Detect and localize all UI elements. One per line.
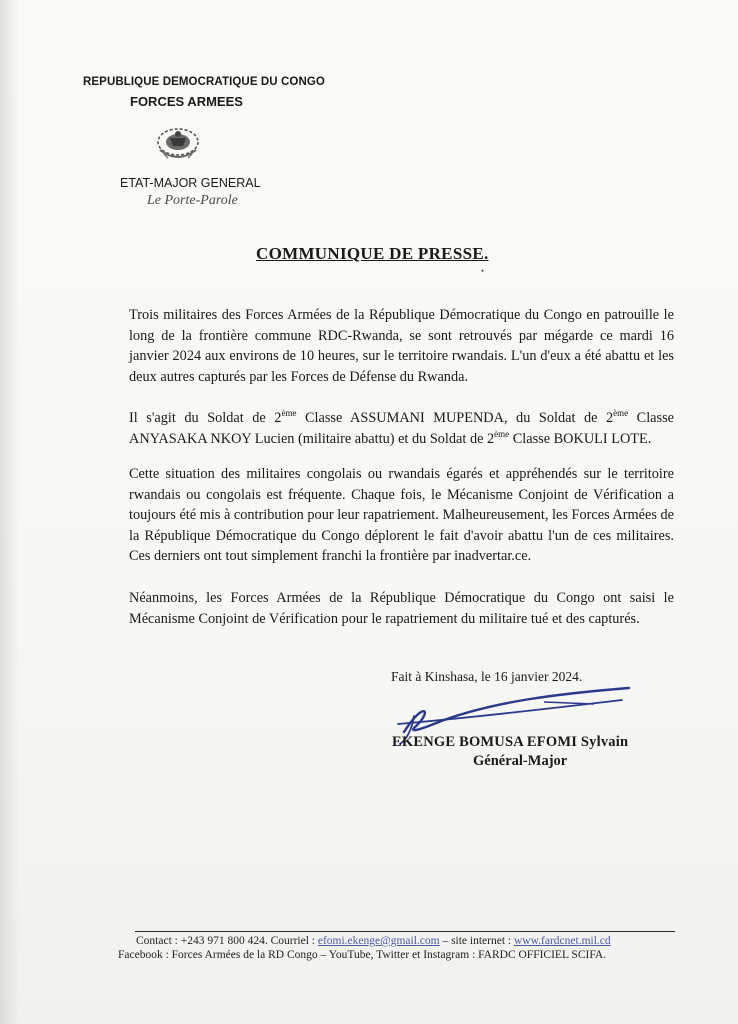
page-shadow [0, 0, 20, 1024]
place-date: Fait à Kinshasa, le 16 janvier 2024. [391, 669, 583, 684]
paragraph-3: Cette situation des militaires congolais ou rwandais égarés et appréhendés sur le territoire rwandais ou congolais est fréquente. Chaque fois, le Mécanisme Conjoint de Vérification a toujours été mis à contribution pour leur rapatriement. Malheureusement, les Forces Armées de la République Démocratique du Congo déplorent le fait d'avoir abattu l'un de ces militaires. Ces derniers ont tout simplement franchi la frontière par inadvertar.ce. [129, 466, 674, 564]
republic-name: REPUBLIQUE DEMOCRATIQUE DU CONGO [83, 76, 325, 88]
paragraph-1: Trois militaires des Forces Armées de la République Démocratique du Congo en patrouille le long de la frontière commune RDC-Rwanda, se sont retrouvés par mégarde ce mardi 16 janvier 2024 aux environs de 10 heures, sur le territoire rwandais. L'un d'eux a été abattu et les deux autres capturés par les Forces de Défense du Rwanda. [129, 307, 674, 385]
p2-sup-b: ème [613, 408, 629, 419]
paragraph-2 [129, 408, 674, 449]
footer-divider [135, 931, 675, 932]
p2-text-c: Classe ANYASAKA NKOY Lucien (militaire abattu) et du Soldat de 2 [129, 410, 674, 447]
footer-contact-line [136, 935, 611, 947]
letterhead [83, 76, 325, 109]
p2-sup-a: ème [281, 408, 297, 419]
website-link[interactable]: www.fardcnet.mil.cd [513, 935, 611, 947]
etat-major-label: ETAT-MAJOR GENERAL [120, 176, 261, 190]
document-title: COMMUNIQUE DE PRESSE. [256, 244, 489, 263]
p2-text-a: Il s'agit du Soldat de 2 [129, 410, 282, 426]
signatory-rank: Général-Major [473, 753, 568, 769]
paragraph-4: Néanmoins, les Forces Armées de la République Démocratique du Congo ont saisi le Mécanisme Conjoint de Vérification pour le rapatriement du militaire tué et des capturés. [129, 590, 674, 627]
porte-parole-label: Le Porte-Parole [147, 193, 238, 208]
signatory-name: EKENGE BOMUSA EFOMI Sylvain [392, 734, 629, 750]
p2-text-d: Classe BOKULI LOTE. [509, 430, 652, 447]
punch-mark: • [481, 266, 485, 276]
email-link[interactable]: efomi.ekenge@gmail.com [317, 935, 440, 947]
contact-text: Contact : +243 971 800 424. Courriel : [136, 935, 318, 947]
footer-social-line: Facebook : Forces Armées de la RD Congo – YouTube, Twitter et Instagram : FARDC OFFICIEL SCIFA. [118, 949, 607, 961]
p2-sup-c: ème [494, 428, 510, 439]
site-label: – site internet : [439, 935, 514, 947]
p2-text-b: Classe ASSUMANI MUPENDA, du Soldat de 2 [296, 410, 614, 426]
military-emblem-icon [150, 124, 206, 164]
forces-name: FORCES ARMEES [130, 94, 243, 109]
